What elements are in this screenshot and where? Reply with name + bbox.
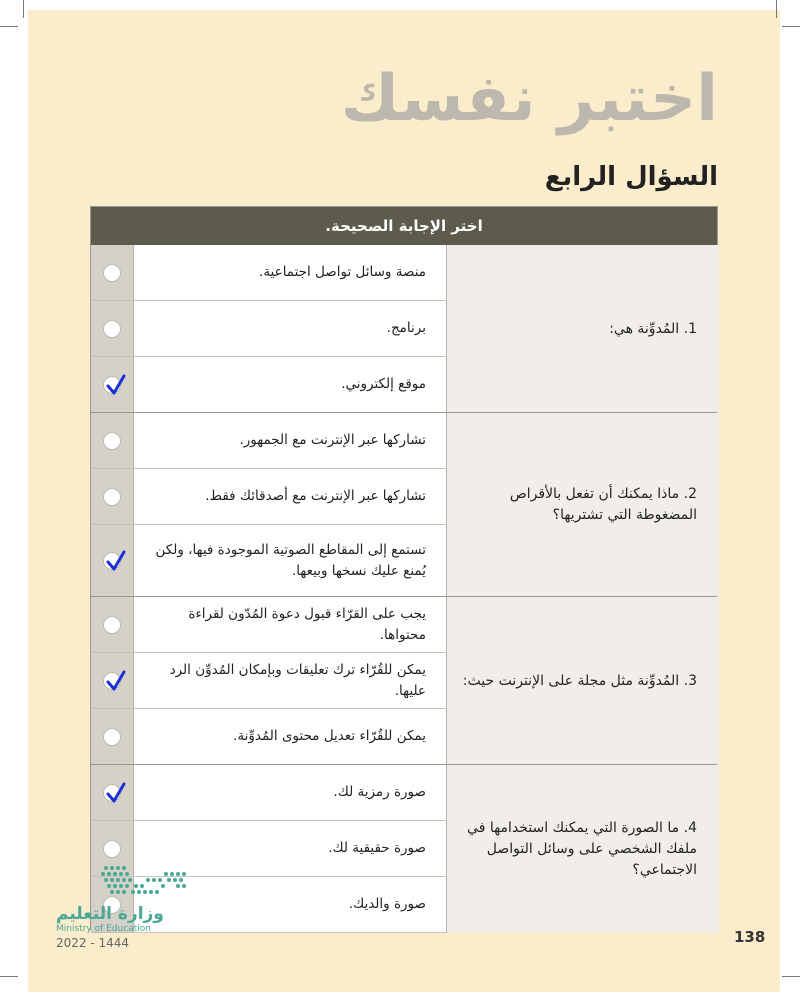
checkmark-icon <box>105 374 127 396</box>
logo-year-text: 2022 - 1444 <box>56 936 130 950</box>
section-title: السؤال الرابع <box>544 162 718 192</box>
question-text: 3. المُدوِّنة مثل مجلة على الإنترنت حيث: <box>446 597 719 765</box>
radio-button[interactable] <box>103 840 121 858</box>
answer-select-cell[interactable] <box>91 597 134 653</box>
answer-select-cell[interactable] <box>91 709 134 765</box>
answer-select-cell[interactable] <box>91 765 134 821</box>
answer-option[interactable]: صورة حقيقية لك. <box>134 821 446 877</box>
radio-button[interactable] <box>103 488 121 506</box>
radio-button[interactable] <box>103 320 121 338</box>
answer-select-cell[interactable] <box>91 245 134 301</box>
answer-select-cell[interactable] <box>91 525 134 597</box>
quiz-instruction: اختر الإجابة الصحيحة. <box>91 207 717 245</box>
crop-mark <box>776 0 777 18</box>
ministry-logo <box>56 862 196 952</box>
question-text: 4. ما الصورة التي يمكنك استخدامها في ملفك الشخصي على وسائل التواصل الاجتماعي؟ <box>446 765 719 933</box>
logo-dots-icon <box>96 862 196 902</box>
answer-option[interactable]: يجب على القرّاء قبول دعوة المُدّون لقراءة محتواها. <box>134 597 446 653</box>
answer-select-cell[interactable] <box>91 413 134 469</box>
page-number: 138 <box>734 928 766 946</box>
page-title: اختبر نفسك <box>340 62 718 136</box>
answer-select-cell[interactable] <box>91 653 134 709</box>
crop-mark <box>23 0 24 18</box>
radio-button[interactable] <box>103 616 121 634</box>
radio-button[interactable] <box>103 728 121 746</box>
crop-mark <box>0 26 18 27</box>
crop-mark <box>782 26 800 27</box>
question-text: 1. المُدوِّنة هي: <box>446 245 719 413</box>
answer-option[interactable]: يمكن للقُرّاء ترك تعليقات وبإمكان المُدوِّن الرد عليها. <box>134 653 446 709</box>
crop-mark <box>0 976 18 977</box>
radio-button[interactable] <box>103 264 121 282</box>
answer-option[interactable]: برنامج. <box>134 301 446 357</box>
radio-button[interactable] <box>103 432 121 450</box>
answer-option[interactable]: تشاركها عبر الإنترنت مع أصدقائك فقط. <box>134 469 446 525</box>
crop-mark <box>782 976 800 977</box>
answer-option[interactable]: يمكن للقُرّاء تعديل محتوى المُدوِّنة. <box>134 709 446 765</box>
answer-select-cell[interactable] <box>91 469 134 525</box>
quiz-table <box>90 206 718 930</box>
logo-arabic-text: وزارة التعليم <box>56 904 164 924</box>
answer-option[interactable]: منصة وسائل تواصل اجتماعية. <box>134 245 446 301</box>
answer-option[interactable]: موقع إلكتروني. <box>134 357 446 413</box>
checkmark-icon <box>105 782 127 804</box>
answer-option[interactable]: صورة رمزية لك. <box>134 765 446 821</box>
answer-select-cell[interactable] <box>91 301 134 357</box>
question-text: 2. ماذا يمكنك أن تفعل بالأقراص المضغوطة التي تشتريها؟ <box>446 413 719 597</box>
checkmark-icon <box>105 550 127 572</box>
answer-option[interactable]: تستمع إلى المقاطع الصوتية الموجودة فيها، ولكن يُمنع عليك نسخها وبيعها. <box>134 525 446 597</box>
answer-select-cell[interactable] <box>91 357 134 413</box>
answer-option[interactable]: تشاركها عبر الإنترنت مع الجمهور. <box>134 413 446 469</box>
logo-english-text: Ministry of Education <box>56 924 151 934</box>
checkmark-icon <box>105 670 127 692</box>
answer-option[interactable]: صورة والديك. <box>134 877 446 933</box>
